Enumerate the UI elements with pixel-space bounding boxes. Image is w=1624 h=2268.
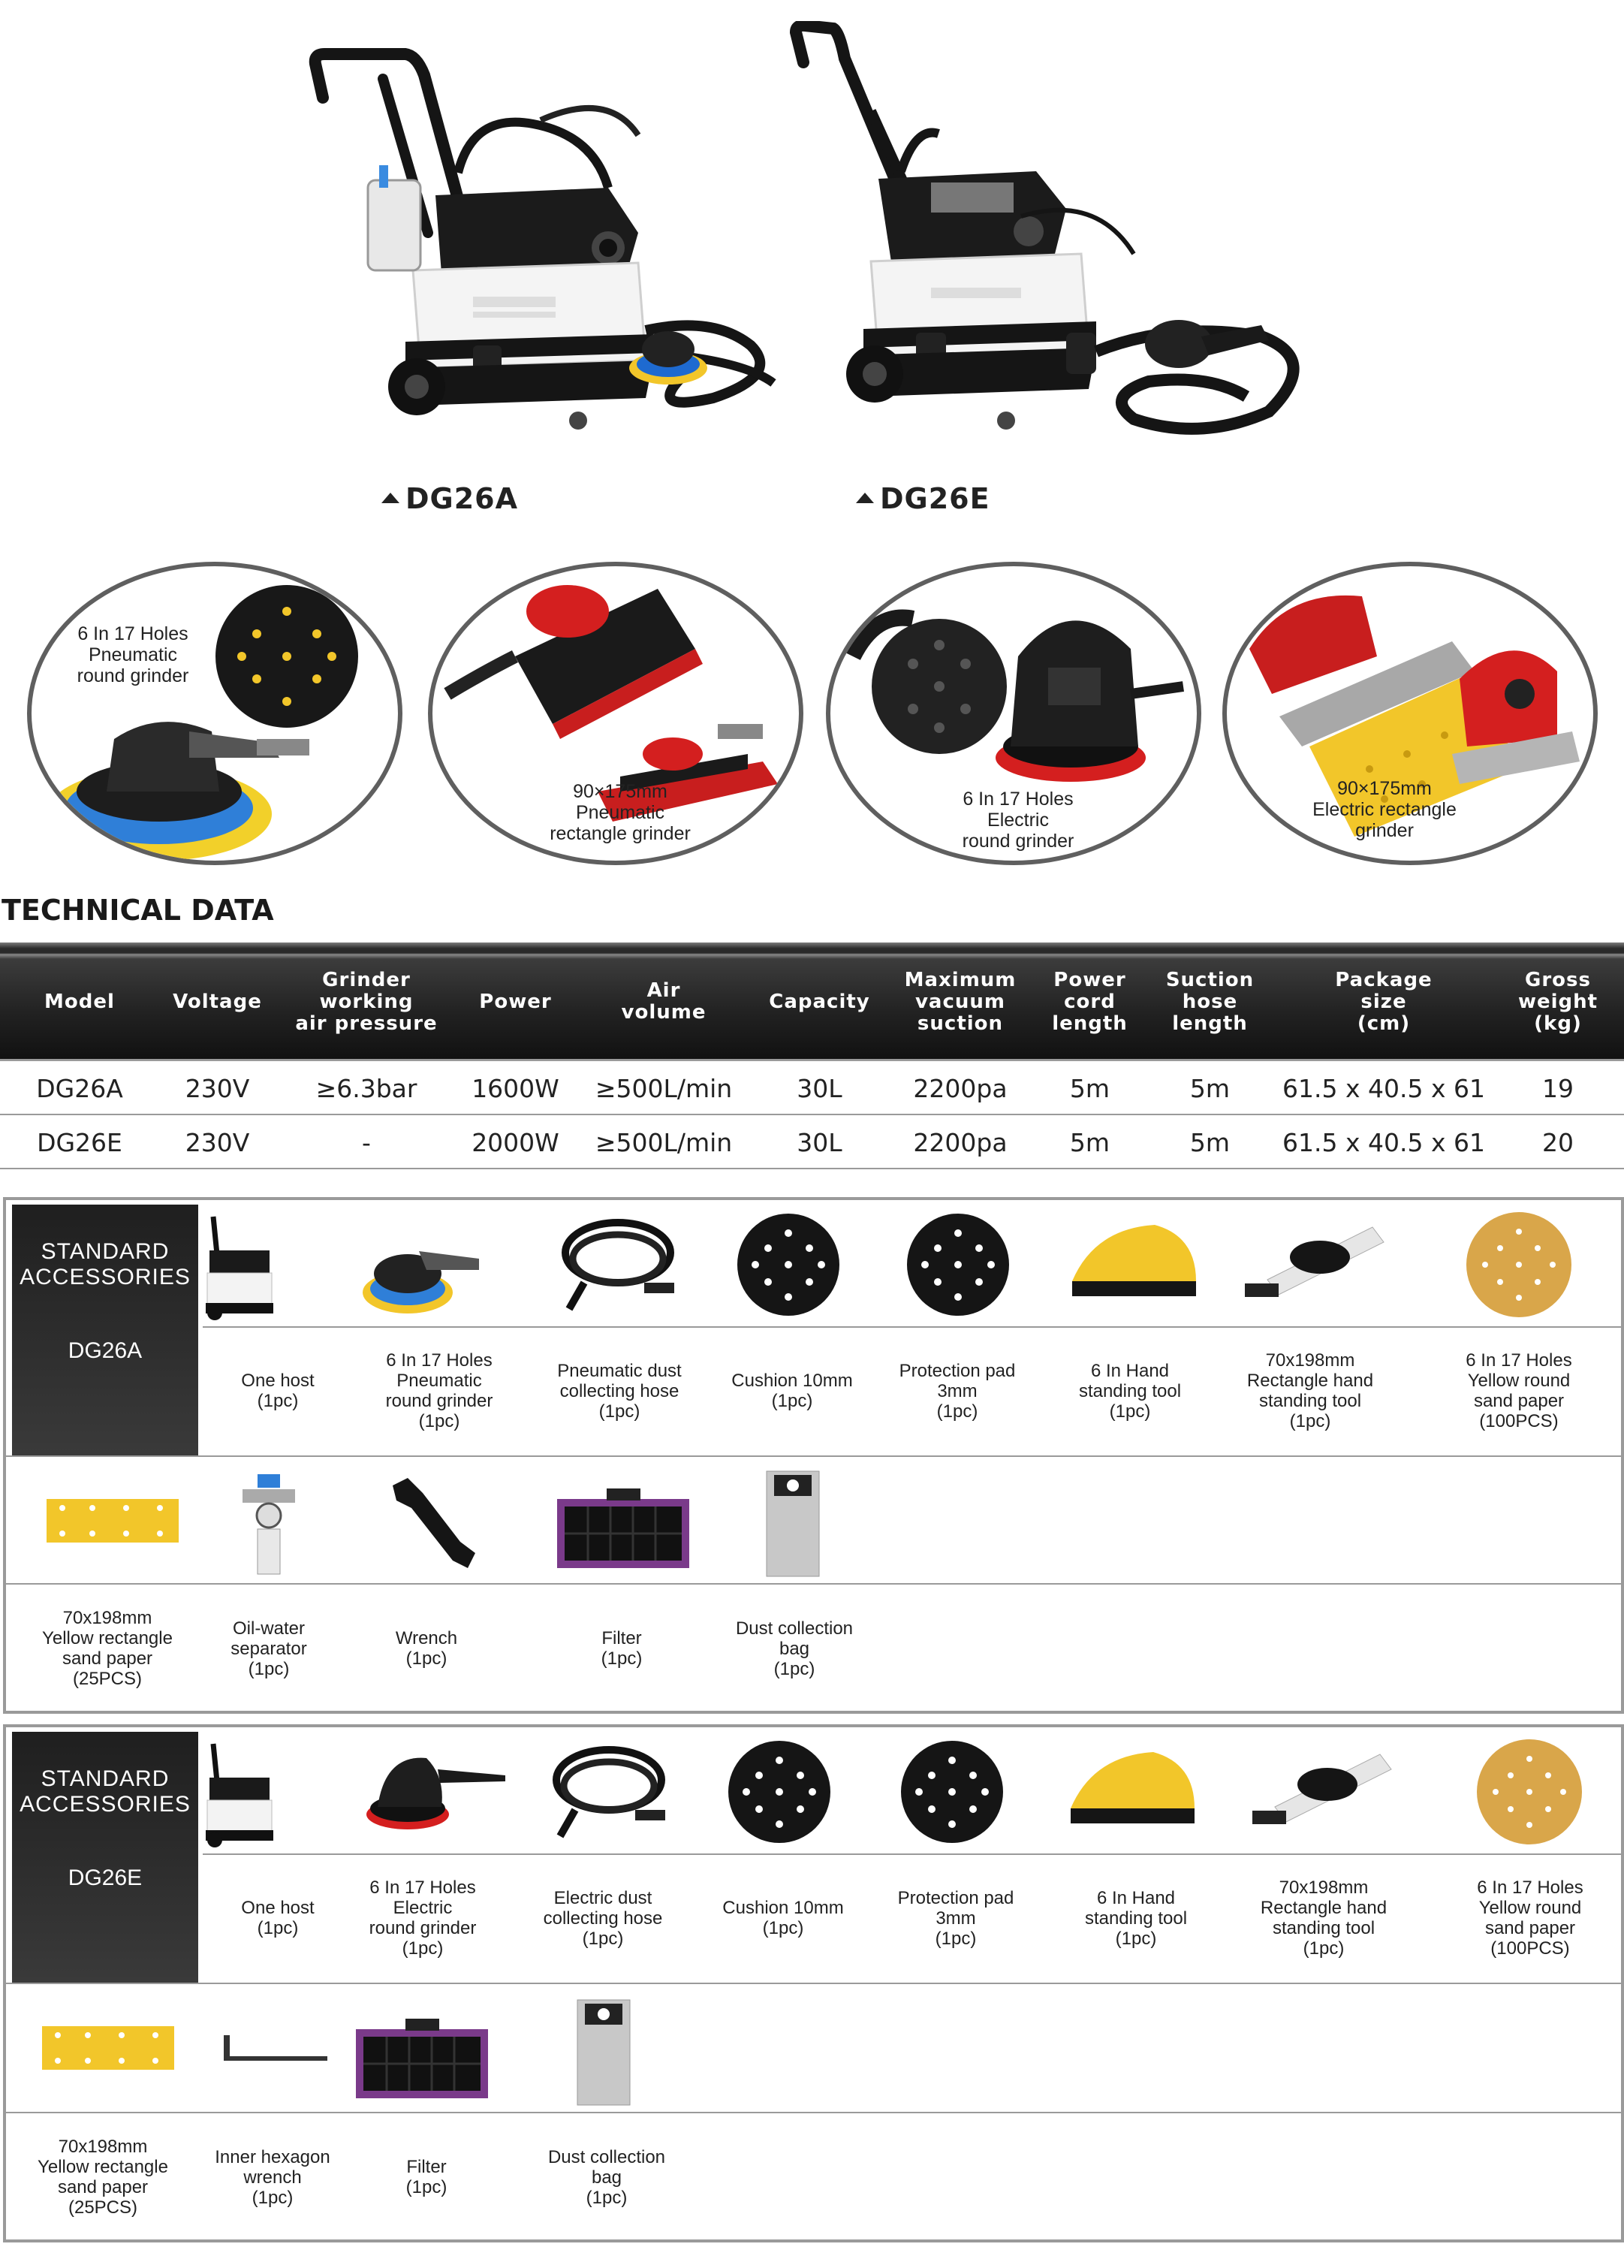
accessories-model: DG26A bbox=[68, 1338, 143, 1363]
cell-power: 2000W bbox=[472, 1127, 559, 1157]
accessory-label: 6 In 17 Holes Pneumatic round grinder (1pc) bbox=[385, 1350, 493, 1431]
triangle-up-icon bbox=[381, 493, 399, 503]
accessory-label: Pneumatic dust collecting hose (1pc) bbox=[557, 1360, 682, 1422]
accessories-panel-dg26a bbox=[3, 1197, 1624, 1714]
accessory-label: Filter (1pc) bbox=[405, 2157, 447, 2197]
header-air-volume: Air volume bbox=[621, 979, 707, 1024]
vacuum-machine-icon bbox=[781, 21, 1336, 451]
hand-tool-icon bbox=[1065, 1214, 1204, 1319]
table-row bbox=[0, 1115, 1624, 1169]
cell-air-volume: ≥500L/min bbox=[595, 1073, 733, 1103]
accessory-label: Inner hexagon wrench (1pc) bbox=[215, 2146, 330, 2208]
accessories-side-panel bbox=[12, 1732, 198, 1983]
round-sandpaper-icon bbox=[1473, 1738, 1586, 1847]
accessory-label: Cushion 10mm (1pc) bbox=[731, 1371, 853, 1411]
grinder-circle-electric-rectangle bbox=[1222, 562, 1598, 865]
cell-suction-hose: 5m bbox=[1189, 1127, 1231, 1157]
table-row bbox=[0, 1061, 1624, 1115]
hex-wrench-icon bbox=[215, 2028, 335, 2073]
hose-icon bbox=[554, 1208, 689, 1320]
filter-icon bbox=[353, 2016, 492, 2102]
accessory-label: One host (1pc) bbox=[241, 1898, 315, 1938]
accessory-label: Wrench (1pc) bbox=[395, 1628, 458, 1669]
grinder-circle-pneumatic-rectangle bbox=[428, 562, 803, 865]
accessories-title: STANDARD ACCESSORIES bbox=[20, 1239, 191, 1289]
accessory-label: 70x198mm Yellow rectangle sand paper (25PCS) bbox=[38, 2137, 168, 2218]
header-power-cord: Power cord length bbox=[1052, 968, 1128, 1035]
pneumatic-round-grinder-icon bbox=[359, 1214, 494, 1319]
cell-power-cord: 5m bbox=[1069, 1127, 1110, 1157]
product-label-dg26e: DG26E bbox=[856, 482, 990, 515]
accessory-label: Electric dust collecting hose (1pc) bbox=[543, 1887, 663, 1949]
header-capacity: Capacity bbox=[769, 990, 870, 1013]
accessory-label: 70x198mm Rectangle hand standing tool (1pc) bbox=[1260, 1877, 1387, 1959]
accessory-label: Dust collection bag (1pc) bbox=[735, 1618, 854, 1679]
product-dg26a-image bbox=[293, 45, 803, 451]
rectangle-sandpaper-icon bbox=[44, 1494, 182, 1547]
accessory-label: 70x198mm Yellow rectangle sand paper (25PCS) bbox=[42, 1608, 173, 1689]
cell-gross-weight: 20 bbox=[1542, 1127, 1574, 1157]
electric-round-grinder-icon bbox=[359, 1739, 509, 1844]
host-icon bbox=[198, 1209, 281, 1322]
dust-bag-icon bbox=[763, 1467, 823, 1580]
protection-pad-icon bbox=[898, 1738, 1007, 1847]
cell-air-pressure: - bbox=[362, 1127, 371, 1157]
cell-vacuum-suction: 2200pa bbox=[913, 1127, 1008, 1157]
rectangle-sandpaper-icon bbox=[39, 2022, 178, 2074]
grinder-caption: 90×175mm Electric rectangle grinder bbox=[1312, 778, 1457, 841]
accessory-label: Cushion 10mm (1pc) bbox=[722, 1898, 844, 1938]
grinder-caption: 6 In 17 Holes Pneumatic round grinder bbox=[77, 623, 189, 686]
pneumatic-round-grinder-icon bbox=[32, 566, 399, 862]
technical-data-table bbox=[0, 942, 1624, 1169]
header-package-size: Package size (cm) bbox=[1335, 968, 1433, 1035]
cell-air-pressure: ≥6.3bar bbox=[315, 1073, 417, 1103]
table-header bbox=[0, 942, 1624, 1061]
cell-suction-hose: 5m bbox=[1189, 1073, 1231, 1103]
accessory-label: Oil-water separator (1pc) bbox=[230, 1618, 307, 1679]
hand-tool-icon bbox=[1063, 1741, 1202, 1846]
round-sandpaper-icon bbox=[1463, 1211, 1575, 1319]
cell-capacity: 30L bbox=[797, 1127, 842, 1157]
cell-voltage: 230V bbox=[185, 1127, 250, 1157]
accessory-label: 70x198mm Rectangle hand standing tool (1pc) bbox=[1246, 1350, 1374, 1431]
cell-power-cord: 5m bbox=[1069, 1073, 1110, 1103]
cell-power: 1600W bbox=[472, 1073, 559, 1103]
rectangle-hand-tool-icon bbox=[1237, 1212, 1387, 1321]
accessories-title: STANDARD ACCESSORIES bbox=[20, 1766, 191, 1817]
host-icon bbox=[198, 1736, 281, 1849]
rectangle-hand-tool-icon bbox=[1245, 1739, 1395, 1848]
accessory-label: Protection pad 3mm (1pc) bbox=[897, 1887, 1014, 1949]
accessory-label: 6 In 17 Holes Yellow round sand paper (100PCS) bbox=[1466, 1350, 1572, 1431]
cell-model: DG26E bbox=[37, 1127, 122, 1157]
cell-air-volume: ≥500L/min bbox=[595, 1127, 733, 1157]
accessories-panel-dg26e bbox=[3, 1724, 1624, 2242]
accessories-side-panel bbox=[12, 1205, 198, 1455]
accessories-model: DG26E bbox=[68, 1865, 143, 1890]
vacuum-machine-icon bbox=[293, 45, 803, 451]
accessory-label: 6 In 17 Holes Electric round grinder (1pc) bbox=[369, 1877, 477, 1959]
divider bbox=[6, 1455, 1621, 1457]
product-dg26e-image bbox=[781, 21, 1336, 451]
triangle-up-icon bbox=[856, 493, 874, 503]
cell-package-size: 61.5 x 40.5 x 61 bbox=[1282, 1127, 1485, 1157]
grinder-caption: 90×175mm Pneumatic rectangle grinder bbox=[550, 781, 691, 844]
filter-icon bbox=[554, 1485, 693, 1572]
cell-model: DG26A bbox=[36, 1073, 123, 1103]
accessory-label: 6 In Hand standing tool (1pc) bbox=[1078, 1360, 1182, 1422]
grinder-circle-pneumatic-round bbox=[27, 562, 402, 865]
header-voltage: Voltage bbox=[173, 990, 262, 1013]
accessory-label: One host (1pc) bbox=[241, 1371, 315, 1411]
oil-water-separator-icon bbox=[239, 1470, 299, 1583]
grinder-circle-electric-round bbox=[826, 562, 1201, 865]
divider bbox=[6, 1983, 1621, 1984]
header-suction-hose: Suction hose length bbox=[1165, 968, 1255, 1035]
hose-icon bbox=[545, 1735, 680, 1847]
accessory-label: Protection pad 3mm (1pc) bbox=[899, 1360, 1016, 1422]
accessory-label: Filter (1pc) bbox=[601, 1628, 643, 1669]
accessory-label: 6 In 17 Holes Yellow round sand paper (100PCS) bbox=[1477, 1877, 1583, 1959]
cell-voltage: 230V bbox=[185, 1073, 250, 1103]
cell-package-size: 61.5 x 40.5 x 61 bbox=[1282, 1073, 1485, 1103]
cell-capacity: 30L bbox=[797, 1073, 842, 1103]
header-gross-weight: Gross weight (kg) bbox=[1517, 968, 1598, 1035]
technical-data-title: TECHNICAL DATA bbox=[2, 894, 274, 927]
accessory-label: 6 In Hand standing tool (1pc) bbox=[1084, 1887, 1188, 1949]
dust-bag-icon bbox=[574, 1996, 634, 2109]
grinder-caption: 6 In 17 Holes Electric round grinder bbox=[962, 789, 1074, 852]
protection-pad-icon bbox=[904, 1211, 1013, 1319]
cushion-pad-icon bbox=[725, 1738, 834, 1847]
header-power: Power bbox=[479, 990, 552, 1013]
product-label-dg26a: DG26A bbox=[381, 482, 518, 515]
cell-gross-weight: 19 bbox=[1542, 1073, 1574, 1103]
wrench-icon bbox=[378, 1470, 490, 1576]
accessory-label: Dust collection bag (1pc) bbox=[547, 2146, 666, 2208]
header-vacuum-suction: Maximum vacuum suction bbox=[904, 968, 1017, 1035]
header-air-pressure: Grinder working air pressure bbox=[295, 968, 438, 1035]
cushion-pad-icon bbox=[734, 1211, 843, 1319]
header-model: Model bbox=[44, 990, 115, 1013]
cell-vacuum-suction: 2200pa bbox=[913, 1073, 1008, 1103]
